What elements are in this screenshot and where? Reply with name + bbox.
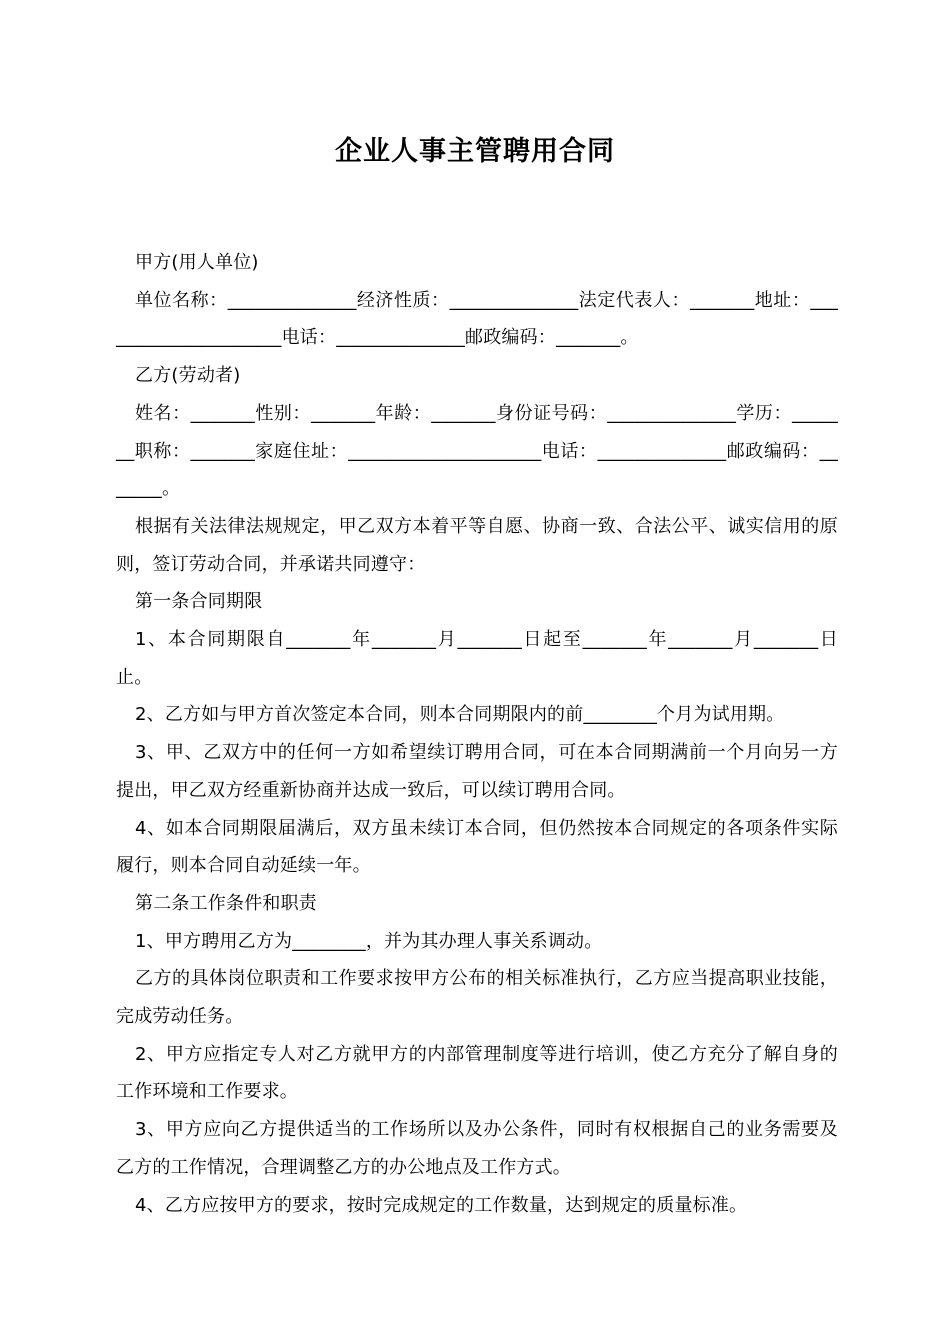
document-body	[116, 244, 838, 1224]
article-2-clause-3: 3、甲方应向乙方提供适当的工作场所以及办公条件，同时有权根据自己的业务需要及乙方的工作情况，合理调整乙方的办公地点及工作方式。	[116, 1119, 838, 1178]
article-1-clause-1: 1、本合同期限自_______年_______月_______日起至_______年_______月_______日止。	[116, 629, 838, 688]
party-a-heading: 甲方(用人单位)	[135, 252, 259, 273]
article-2-clause-2: 2、甲方应指定专人对乙方就甲方的内部管理制度等进行培训，使乙方充分了解自身的工作环境和工作要求。	[116, 1043, 838, 1103]
article-2-heading: 第二条工作条件和职责	[135, 892, 317, 914]
article-1-heading: 第一条合同期限	[135, 591, 263, 613]
party-b-heading: 乙方(劳动者)	[135, 365, 241, 387]
article-1-clause-3: 3、甲、乙双方中的任何一方如希望续订聘用合同，可在本合同期满前一个月向另一方提出，甲乙双方经重新协商并达成一致后，可以续订聘用合同。	[116, 742, 838, 801]
party-a-details: 单位名称：______________经济性质：______________法定代表人：_______地址：_____________________电话：______________邮政编码：_______。	[116, 289, 838, 349]
preamble-paragraph: 根据有关法律法规规定，甲乙双方本着平等自愿、协商一致、合法公平、诚实信用的原则，签订劳动合同，并承诺共同遵守：	[116, 515, 838, 575]
article-2-clause-4: 4、乙方应按甲方的要求，按时完成规定的工作数量，达到规定的质量标准。	[135, 1194, 748, 1216]
article-2-clause-1-detail: 乙方的具体岗位职责和工作要求按甲方公布的相关标准执行，乙方应当提高职业技能，完成劳动任务。	[116, 968, 838, 1028]
article-1-clause-4: 4、如本合同期限届满后，双方虽未续订本合同，但仍然按本合同规定的各项条件实际履行，则本合同自动延续一年。	[116, 817, 838, 877]
document-title: 企业人事主管聘用合同	[335, 136, 615, 167]
article-1-clause-2: 2、乙方如与甲方首次签定本合同，则本合同期限内的前________个月为试用期。	[135, 704, 785, 726]
article-2-clause-1: 1、甲方聘用乙方为________，并为其办理人事关系调动。	[135, 930, 603, 952]
party-b-details: 姓名：_______性别：_______年龄：_______身份证号码：______________学历：_______职称：_______家庭住址：_____________________电话：______________邮政编码：_______。	[116, 402, 838, 500]
